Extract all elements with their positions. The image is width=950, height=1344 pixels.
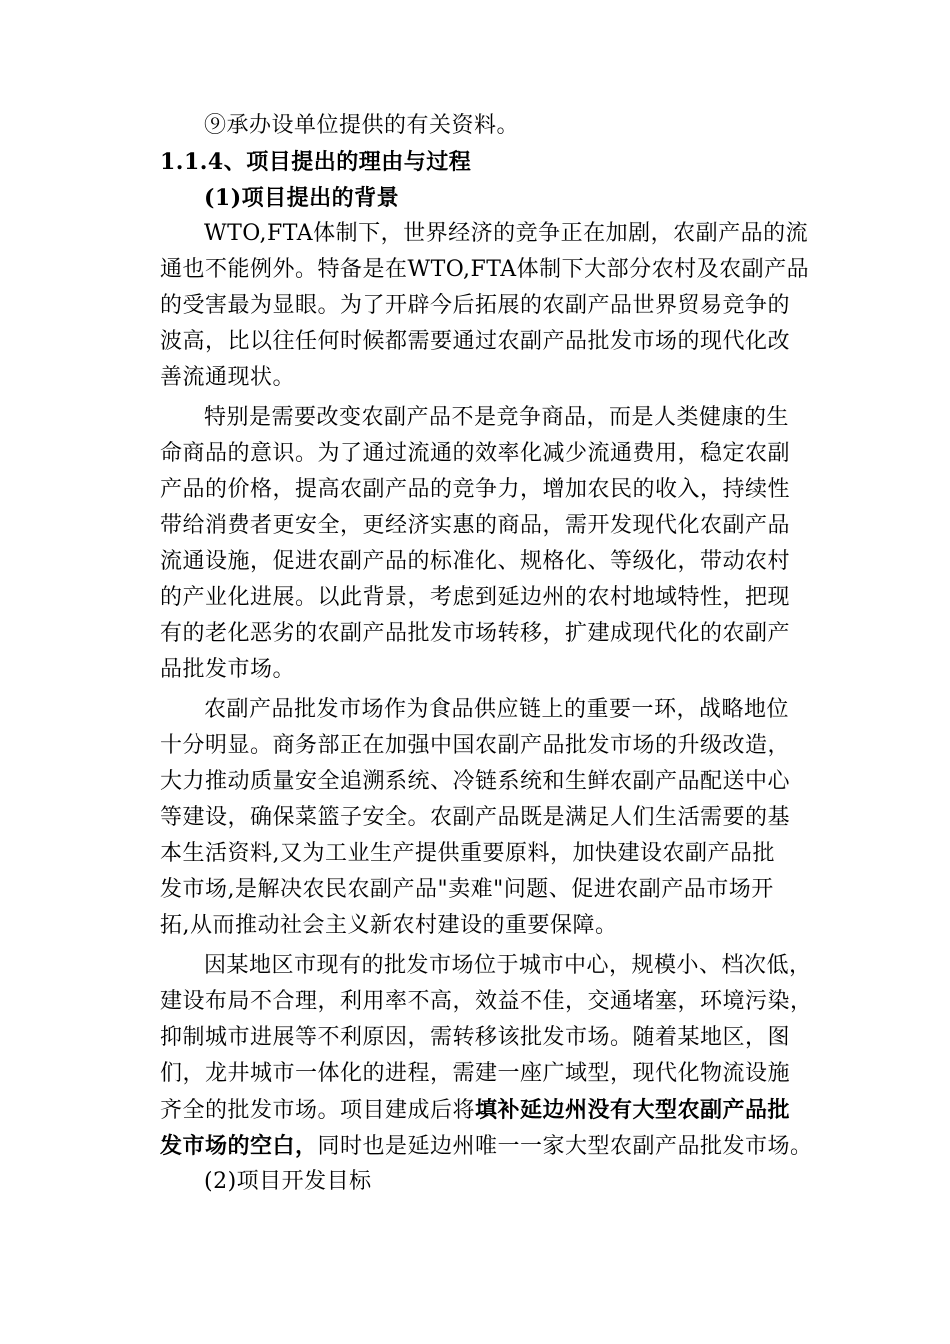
text-run: 同时也是延边州唯一一家大型农副产品批发市场。 bbox=[317, 1134, 813, 1159]
subsection-heading-goals: (2)项目开发目标 bbox=[204, 1169, 372, 1194]
text-line-mixed bbox=[160, 1128, 860, 1164]
list-item-9: ⑨承办设单位提供的有关资料。 bbox=[204, 113, 520, 138]
text-line: 流通设施，促进农副产品的标准化、规格化、等级化，带动农村 bbox=[160, 549, 791, 574]
emphasis-text: 填补延边州没有大型农副产品批 bbox=[475, 1097, 791, 1123]
text-line: 产品的价格，提高农副产品的竞争力，增加农民的收入，持续性 bbox=[160, 477, 791, 502]
text-line: 农副产品批发市场作为食品供应链上的重要一环，战略地位 bbox=[204, 697, 790, 722]
section-heading: 1.1.4、项目提出的理由与过程 bbox=[160, 149, 472, 175]
text-line-mixed bbox=[160, 1092, 860, 1128]
text-line: 通也不能例外。特备是在WTO,FTA体制下大部分农村及农副产品 bbox=[160, 257, 810, 282]
text-run: 齐全的批发市场。项目建成后将 bbox=[160, 1098, 476, 1123]
paragraph-3 bbox=[160, 692, 860, 944]
text-line: 大力推动质量安全追溯系统、冷链系统和生鲜农副产品配送中心 bbox=[160, 769, 791, 794]
text-line: 十分明显。商务部正在加强中国农副产品批发市场的升级改造， bbox=[160, 733, 791, 758]
text-line: 有的老化恶劣的农副产品批发市场转移，扩建成现代化的农副产 bbox=[160, 621, 791, 646]
subsection-heading-background: (1)项目提出的背景 bbox=[204, 185, 400, 211]
text-line: 们，龙井城市一体化的进程，需建一座广域型，现代化物流设施 bbox=[160, 1061, 791, 1086]
text-line: WTO,FTA体制下，世界经济的竞争正在加剧，农副产品的流 bbox=[204, 221, 809, 246]
paragraph-2 bbox=[160, 400, 860, 688]
text-line: 建设布局不合理，利用率不高，效益不佳，交通堵塞，环境污染， bbox=[160, 989, 813, 1014]
text-line: 发市场,是解决农民农副产品"卖难"问题、促进农副产品市场开 bbox=[160, 877, 774, 902]
text-line: 命商品的意识。为了通过流通的效率化减少流通费用，稳定农副 bbox=[160, 441, 791, 466]
text-line: 因某地区市现有的批发市场位于城市中心，规模小、档次低， bbox=[204, 953, 812, 978]
document-page bbox=[160, 108, 860, 1200]
emphasis-text: 发市场的空白， bbox=[160, 1133, 318, 1159]
paragraph-1 bbox=[160, 216, 860, 396]
text-line: 的受害最为显眼。为了开辟今后拓展的农副产品世界贸易竞争的 bbox=[160, 293, 791, 318]
paragraph-4 bbox=[160, 948, 860, 1164]
text-line: 抑制城市进展等不利原因，需转移该批发市场。随着某地区，图 bbox=[160, 1025, 791, 1050]
text-line: 波高，比以往任何时候都需要通过农副产品批发市场的现代化改 bbox=[160, 329, 791, 354]
text-line: 等建设，确保菜篮子安全。农副产品既是满足人们生活需要的基 bbox=[160, 805, 791, 830]
text-line: 拓,从而推动社会主义新农村建设的重要保障。 bbox=[160, 913, 618, 938]
text-line: 特别是需要改变农副产品不是竞争商品，而是人类健康的生 bbox=[204, 405, 790, 430]
text-line: 的产业化进展。以此背景，考虑到延边州的农村地域特性，把现 bbox=[160, 585, 791, 610]
text-line: 善流通现状。 bbox=[160, 365, 296, 390]
text-line: 本生活资料,又为工业生产提供重要原料，加快建设农副产品批 bbox=[160, 841, 775, 866]
text-line: 品批发市场。 bbox=[160, 657, 296, 682]
text-line: 带给消费者更安全，更经济实惠的商品，需开发现代化农副产品 bbox=[160, 513, 791, 538]
